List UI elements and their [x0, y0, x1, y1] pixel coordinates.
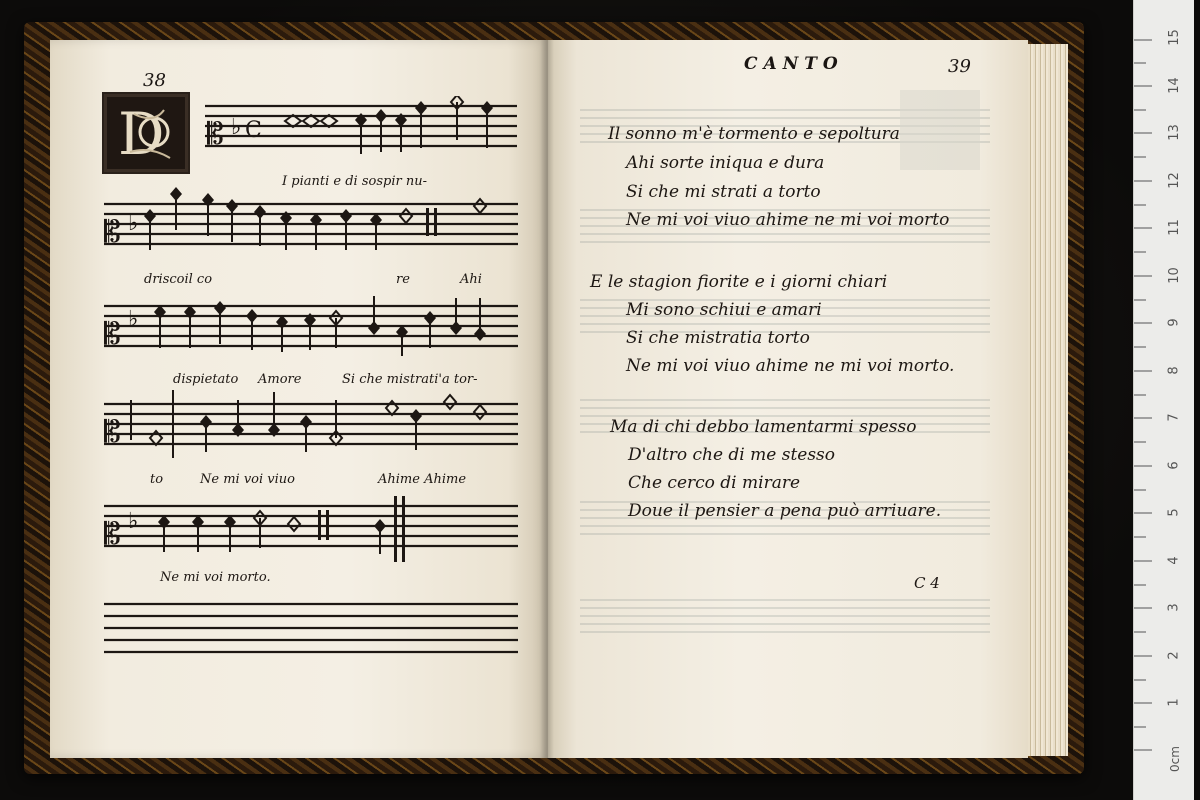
lyric-line-9: Ne mi voi viuo — [200, 472, 295, 487]
ruler-number: 1 — [1166, 698, 1182, 707]
svg-text:D: D — [118, 100, 165, 168]
ruler-number: 9 — [1166, 318, 1182, 327]
lyric-line-2: driscoil co — [144, 272, 213, 287]
left-page-number: 38 — [143, 70, 166, 91]
svg-text:♭: ♭ — [128, 509, 139, 534]
svg-text:𝄡: 𝄡 — [104, 517, 121, 552]
ruler-number: 3 — [1166, 603, 1182, 612]
stanza-line: Si che mi strati a torto — [626, 182, 821, 202]
signature-mark: C 4 — [914, 574, 940, 592]
music-staff-1 — [205, 96, 520, 160]
svg-text:𝄡: 𝄡 — [207, 117, 224, 152]
lyric-line-11: Ne mi voi morto. — [160, 570, 271, 585]
lyric-line-6: Amore — [258, 372, 302, 387]
stanza-line: Doue il pensier a pena può arriuare. — [628, 501, 942, 521]
ruler-number: 11 — [1166, 219, 1182, 236]
lyric-line-1: I pianti e di sospir nu- — [282, 174, 427, 189]
lyric-line-7: Si che mistrati'a tor- — [342, 372, 478, 387]
svg-text:♭: ♭ — [128, 211, 139, 236]
stanza-line: E le stagion fiorite e i giorni chiari — [590, 272, 888, 292]
ruler-unit: 0cm — [1167, 746, 1182, 772]
lyric-line-10: Ahime Ahime — [378, 472, 467, 487]
music-staff-2 — [104, 186, 522, 256]
stanza-line: Ne mi voi viuo ahime ne mi voi morto. — [626, 356, 955, 376]
stanza-line: Che cerco di mirare — [628, 473, 801, 493]
ruler-number: 7 — [1166, 413, 1182, 422]
ruler-number: 15 — [1166, 29, 1182, 46]
book-gutter — [540, 40, 554, 758]
stanza-line: Ahi sorte iniqua e dura — [626, 153, 825, 173]
ruler-number: 13 — [1166, 124, 1182, 141]
ruler-number: 8 — [1166, 366, 1182, 375]
ruler-number: 10 — [1166, 267, 1182, 284]
stanza-line: Ma di chi debbo lamentarmi spesso — [610, 417, 917, 437]
ruler-number: 4 — [1166, 556, 1182, 565]
lyric-line-4: Ahi — [460, 272, 482, 287]
music-staff-5 — [104, 492, 522, 564]
ruler-number: 12 — [1166, 172, 1182, 189]
empty-staff — [104, 598, 522, 658]
lyric-line-3: re — [396, 272, 410, 287]
stanza-line: D'altro che di me stesso — [628, 445, 836, 465]
stanza-line: Mi sono schiui e amari — [626, 300, 822, 320]
ruler-number: 14 — [1166, 77, 1182, 94]
running-title: CANTO — [744, 54, 844, 74]
lyric-line-5: dispietato — [173, 372, 239, 387]
ruler-number: 5 — [1166, 508, 1182, 517]
stanza-line: Si che mistratia torto — [626, 328, 810, 348]
measuring-ruler — [1133, 0, 1194, 800]
music-staff-3 — [104, 288, 522, 360]
svg-text:♭: ♭ — [128, 307, 139, 332]
ruler-number: 2 — [1166, 651, 1182, 660]
lyric-line-8: to — [150, 472, 164, 487]
ruler-number: 6 — [1166, 461, 1182, 470]
svg-text:C: C — [245, 118, 262, 143]
decorated-initial-d — [102, 92, 190, 174]
stanza-line: Ne mi voi viuo ahime ne mi voi morto — [626, 210, 950, 230]
page-edges — [1028, 44, 1068, 756]
stanza-line: Il sonno m'è tormento e sepoltura — [608, 124, 900, 144]
right-page-number: 39 — [948, 56, 971, 77]
svg-text:𝄡: 𝄡 — [104, 415, 121, 450]
svg-text:𝄡: 𝄡 — [104, 317, 121, 352]
music-staff-4 — [104, 386, 522, 458]
svg-text:♭: ♭ — [231, 115, 242, 140]
svg-text:𝄡: 𝄡 — [104, 215, 121, 250]
